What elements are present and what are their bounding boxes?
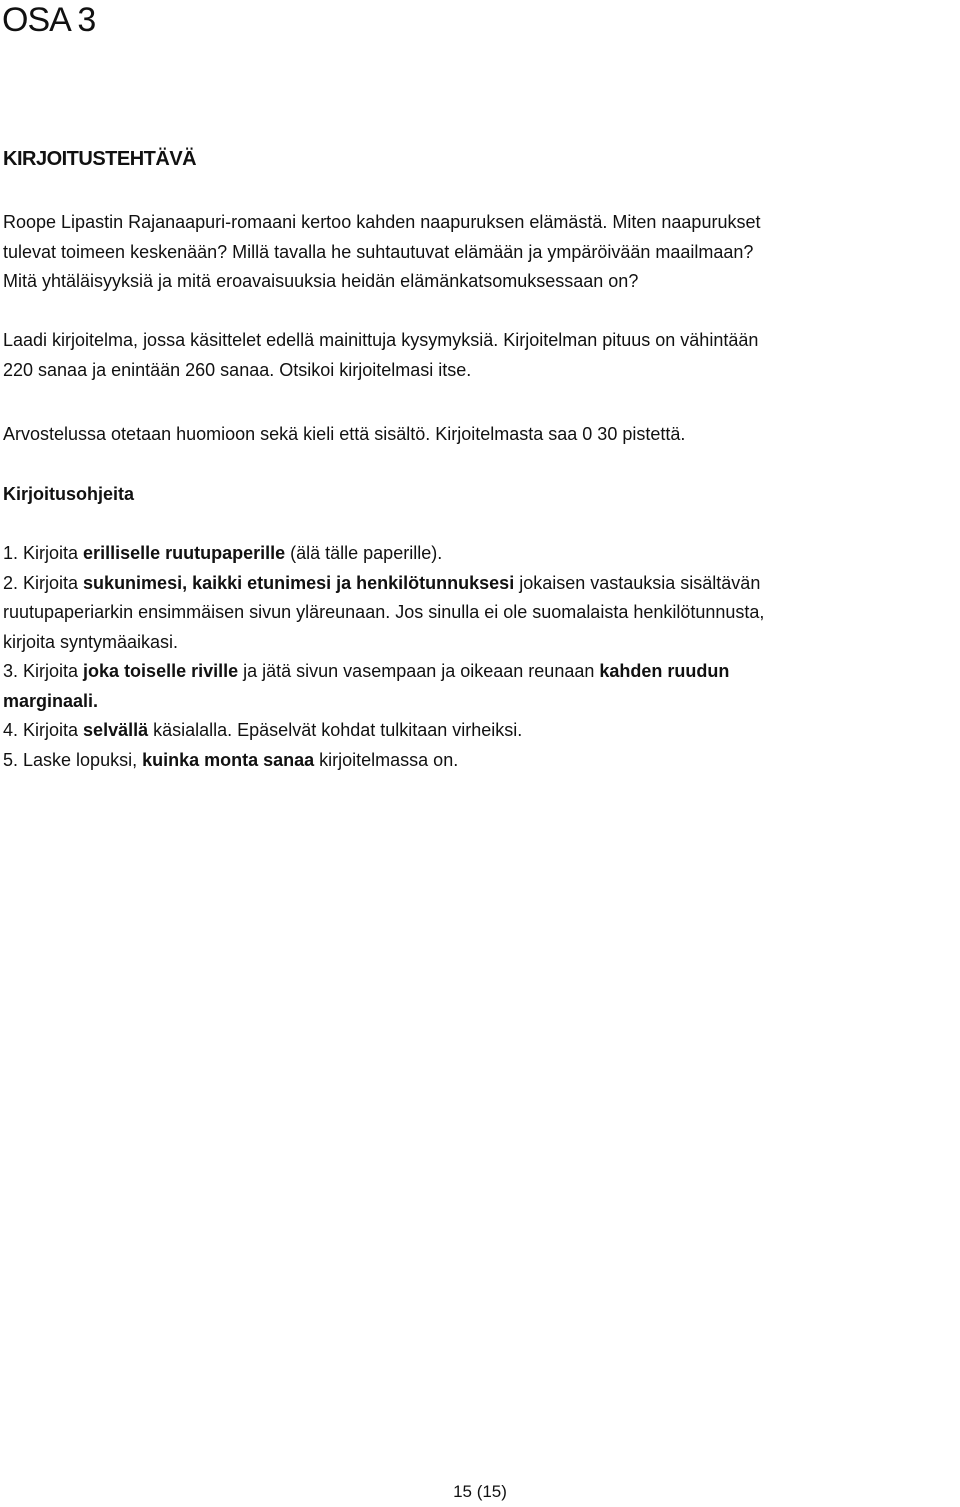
instruction-item-1 bbox=[3, 539, 960, 569]
instruction-text: 5. Laske lopuksi, bbox=[3, 749, 143, 770]
instruction-text: käsialalla. Epäselvät kohdat tulkitaan virheiksi. bbox=[148, 720, 523, 740]
instruction-emphasis: joka toiselle riville bbox=[83, 661, 239, 681]
instruction-item-2-cont: ruutupaperiarkin ensimmäisen sivun yläreunaan. Jos sinulla ei ole suomalaista henkilötunnusta, bbox=[3, 602, 765, 622]
instruction-emphasis: sukunimesi, kaikki etunimesi ja henkilötunnuksesi bbox=[83, 572, 515, 593]
instructions-heading: Kirjoitusohjeita bbox=[3, 484, 135, 504]
section-heading: KIRJOITUSTEHTÄVÄ bbox=[3, 148, 197, 170]
task-line: Laadi kirjoitelma, jossa käsittelet edellä mainittuja kysymyksiä. Kirjoitelman pituus on vähintään bbox=[3, 330, 759, 350]
intro-line: Mitä yhtäläisyyksiä ja mitä eroavaisuuksia heidän elämänkatsomuksessaan on? bbox=[3, 271, 639, 291]
instruction-item-2-cont: kirjoita syntymäaikasi. bbox=[3, 631, 179, 652]
instruction-item-4 bbox=[3, 716, 960, 746]
instruction-item-3 bbox=[3, 657, 960, 687]
instructions-list bbox=[3, 539, 960, 775]
instruction-emphasis: selvällä bbox=[83, 720, 149, 740]
instruction-text: 4. Kirjoita bbox=[3, 720, 84, 740]
instruction-emphasis: marginaali. bbox=[3, 690, 99, 711]
instruction-text: 1. Kirjoita bbox=[3, 543, 84, 563]
instruction-emphasis: kuinka monta sanaa bbox=[142, 749, 315, 770]
instruction-item-5 bbox=[3, 746, 960, 776]
intro-line: Roope Lipastin Rajanaapuri-romaani kertoo kahden naapuruksen elämästä. Miten naapurukset bbox=[3, 212, 761, 232]
grading-text: Arvostelussa otetaan huomioon sekä kieli että sisältö. Kirjoitelmasta saa 0 30 pistettä. bbox=[3, 424, 686, 444]
instruction-emphasis: erilliselle ruutupaperille bbox=[83, 543, 286, 563]
instruction-text: kirjoitelmassa on. bbox=[314, 749, 459, 770]
grading-paragraph bbox=[3, 420, 960, 450]
instruction-text: 2. Kirjoita bbox=[3, 572, 84, 593]
instruction-text: ja jätä sivun vasempaan ja oikeaan reunaan bbox=[238, 661, 600, 681]
instruction-emphasis: kahden ruudun bbox=[599, 661, 730, 681]
instruction-text: 3. Kirjoita bbox=[3, 661, 84, 681]
instruction-text: (älä tälle paperille). bbox=[285, 543, 443, 563]
intro-paragraph bbox=[3, 208, 960, 297]
instruction-item-2 bbox=[3, 569, 960, 599]
page-number: 15 (15) bbox=[453, 1482, 507, 1501]
intro-line: tulevat toimeen keskenään? Millä tavalla he suhtautuvat elämään ja ympäröivään maailmaan? bbox=[3, 241, 754, 262]
instruction-item-3-cont bbox=[3, 687, 960, 717]
task-paragraph bbox=[3, 326, 960, 385]
page-title: OSA 3 bbox=[2, 1, 96, 39]
instruction-text: jokaisen vastauksia sisältävän bbox=[514, 572, 761, 593]
task-line: 220 sanaa ja enintään 260 sanaa. Otsikoi kirjoitelmasi itse. bbox=[3, 359, 472, 380]
